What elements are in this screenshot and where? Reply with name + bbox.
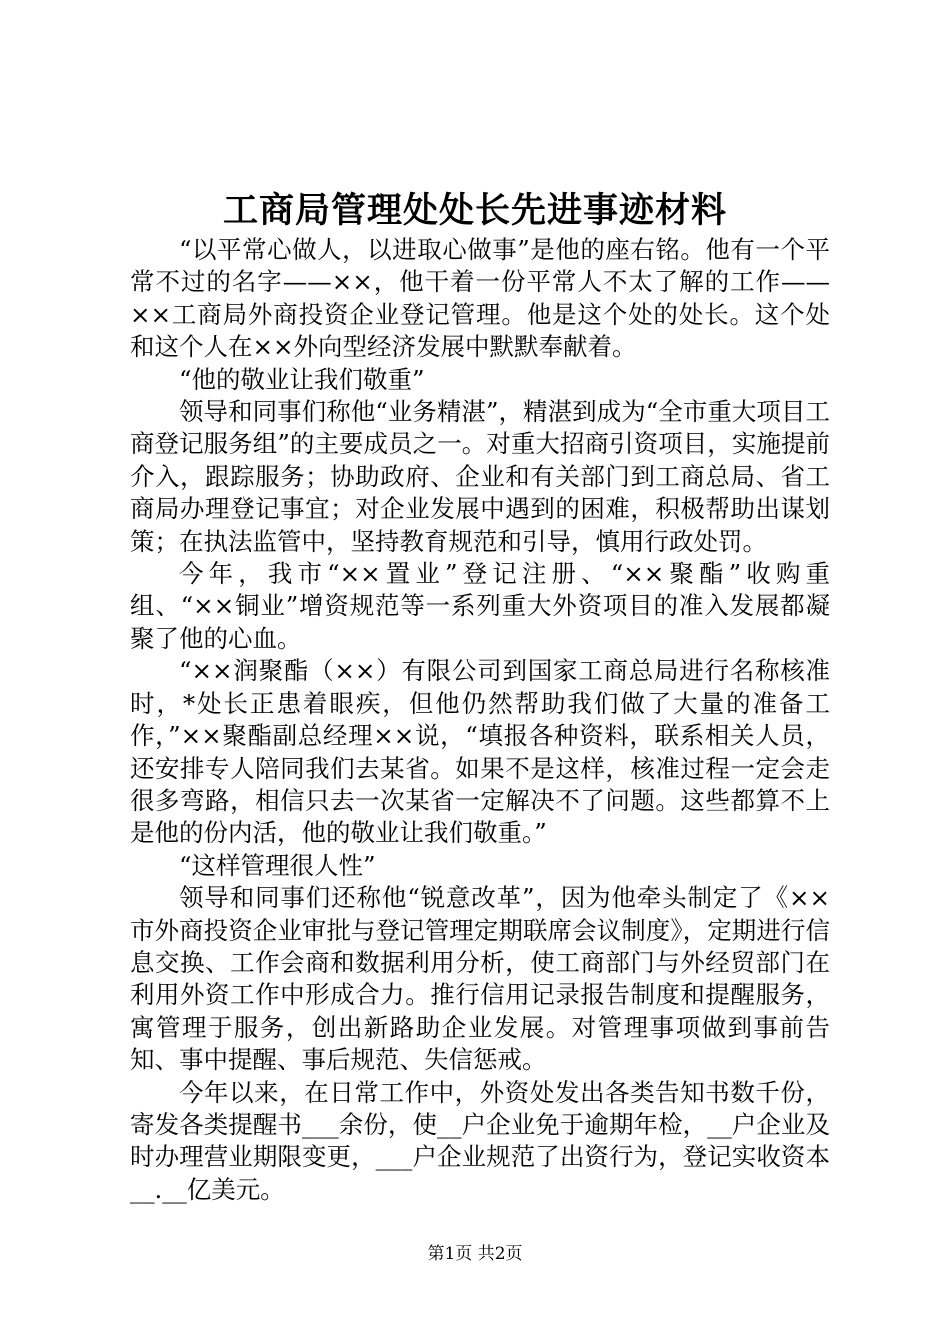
paragraph-statistics: 今年以来，在日常工作中，外资处发出各类告知书数千份，寄发各类提醒书___余份，使__户企业免于逾期年检，__户企业及时办理营业期限变更，___户企业规范了出资行为，登记实收资本__.__亿美元。 bbox=[130, 1077, 830, 1204]
paragraph-expertise: 领导和同事们称他“业务精湛”，精湛到成为“全市重大项目工商登记服务组”的主要成员之一。对重大招商引资项目，实施提前介入，跟踪服务；协助政府、企业和有关部门到工商总局、省工商局办理登记事宜；对企业发展中遇到的困难，积极帮助出谋划策；在执法监管中，坚持教育规范和引导，慎用行政处罚。 bbox=[130, 397, 830, 556]
section-heading-humane-management: “这样管理很人性” bbox=[179, 850, 376, 880]
paragraph-reform: 领导和同事们还称他“锐意改革”，因为他牵头制定了《××市外商投资企业审批与登记管理定期联席会议制度》，定期进行信息交换、工作会商和数据利用分析，使工商部门与外经贸部门在利用外资工作中形成合力。推行信用记录报告制度和提醒服务，寓管理于服务，创出新路助企业发展。对管理事项做到事前告知、事中提醒、事后规范、失信惩戒。 bbox=[130, 883, 830, 1075]
document-body bbox=[130, 234, 830, 1206]
section-heading-dedication: “他的敬业让我们敬重” bbox=[179, 364, 425, 394]
paragraph-motto: “以平常心做人，以进取心做事”是他的座右铭。他有一个平常不过的名字——××，他干着一份平常人不太了解的工作——××工商局外商投资企业登记管理。他是这个处的处长。这个处和这个人在××外向型经济发展中默默奉献着。 bbox=[130, 235, 830, 362]
paragraph-testimony: “××润聚酯（××）有限公司到国家工商总局进行名称核准时，*处长正患着眼疾，但他仍然帮助我们做了大量的准备工作，”××聚酯副总经理××说，“填报各种资料，联系相关人员，还安排专人陪同我们去某省。如果不是这样，核准过程一定会走很多弯路，相信只去一次某省一定解决不了问题。这些都算不上是他的份内活，他的敬业让我们敬重。” bbox=[130, 656, 830, 848]
paragraph-projects: 今年，我市“××置业”登记注册、“××聚酯”收购重组、“××铜业”增资规范等一系列重大外资项目的准入发展都凝聚了他的心血。 bbox=[130, 559, 830, 653]
document-title: 工商局管理处处长先进事迹材料 bbox=[222, 190, 727, 231]
page-footer: 第1页 共2页 bbox=[427, 1244, 523, 1264]
